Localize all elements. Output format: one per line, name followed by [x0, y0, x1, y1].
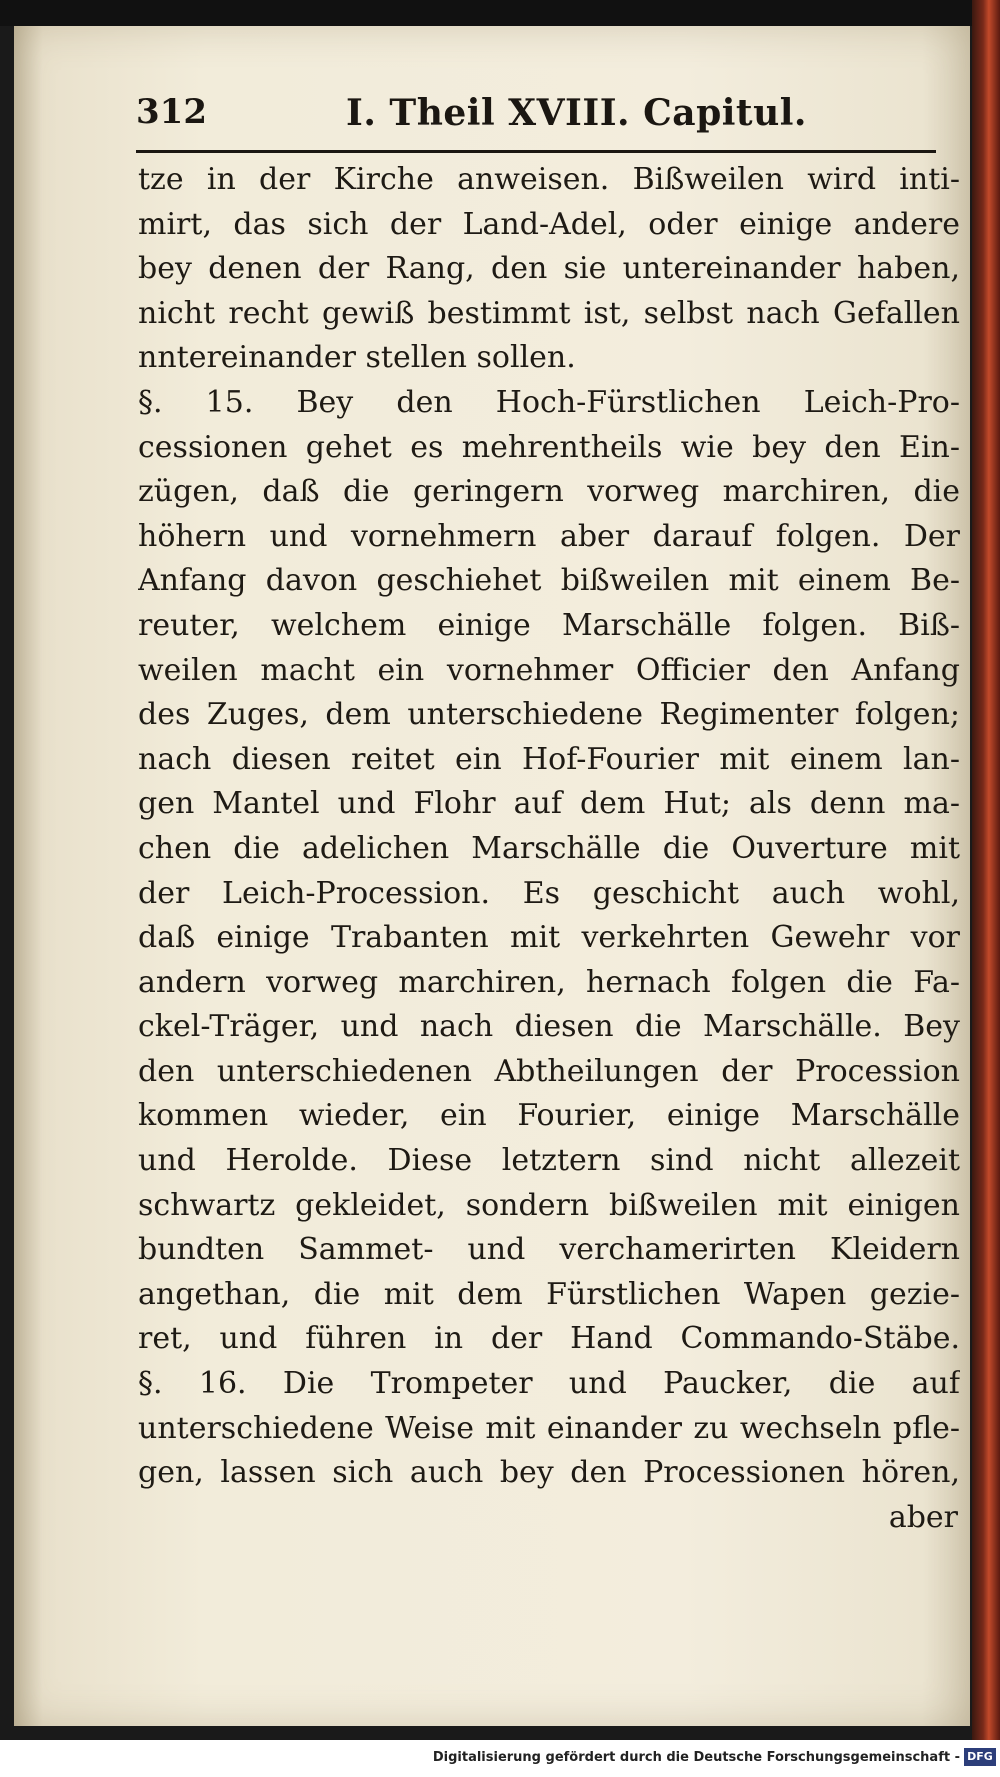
text-line: gen Mantel und Flohr auf dem Hut; als denn ma- — [138, 786, 960, 822]
text-line: des Zuges, dem unterschiedene Regimenter folgen; — [138, 697, 960, 733]
text-line: cessionen gehet es mehrentheils wie bey den Ein- — [138, 429, 960, 465]
text-line: daß einige Trabanten mit verkehrten Gewehr vor — [138, 920, 960, 956]
text-line: §. 16. Die Trompeter und Paucker, die auf — [138, 1366, 960, 1402]
text-line: zügen, daß die geringern vorweg marchiren, die — [138, 474, 960, 510]
body-text — [138, 158, 960, 1540]
text-line: ret, und führen in der Hand Commando-Stäbe. — [138, 1321, 960, 1357]
text-line: nicht recht gewiß bestimmt ist, selbst nach Gefallen — [138, 295, 960, 331]
text-line: höhern und vornehmern aber darauf folgen. Der — [138, 518, 960, 554]
text-line: bundten Sammet- und verchamerirten Kleidern — [138, 1232, 960, 1268]
page-number: 312 — [136, 92, 207, 132]
text-line: nntereinander stellen sollen. — [138, 340, 576, 376]
text-line: andern vorweg marchiren, hernach folgen die Fa- — [138, 964, 960, 1000]
text-line: und Herolde. Diese letztern sind nicht allezeit — [138, 1143, 960, 1179]
text-line: mirt, das sich der Land-Adel, oder einige andere — [138, 206, 960, 242]
catchword-row — [138, 1496, 960, 1541]
text-line: schwartz gekleidet, sondern bißweilen mit einigen — [138, 1187, 960, 1223]
book-edge — [972, 0, 1000, 1740]
text-line: der Leich-Procession. Es geschicht auch wohl, — [138, 875, 960, 911]
text-line: weilen macht ein vornehmer Officier den Anfang — [138, 652, 960, 688]
header-rule — [136, 150, 936, 153]
text-line: angethan, die mit dem Fürstlichen Wapen gezie- — [138, 1276, 960, 1312]
text-line: Anfang davon geschiehet bißweilen mit einem Be- — [138, 563, 960, 599]
text-line: tze in der Kirche anweisen. Bißweilen wird inti- — [138, 162, 960, 197]
text-line: chen die adelichen Marschälle die Ouverture mit — [138, 830, 960, 866]
funding-note: Digitalisierung gefördert durch die Deutsche Forschungsgemeinschaft - — [432, 1750, 960, 1765]
text-line: bey denen der Rang, den sie untereinander haben, — [138, 251, 960, 287]
text-line: den unterschiedenen Abtheilungen der Procession — [138, 1053, 960, 1089]
text-line: ckel-Träger, und nach diesen die Marschälle. Bey — [138, 1009, 960, 1045]
scan-top-border — [0, 0, 1000, 26]
running-title: I. Theil XVIII. Capitul. — [346, 92, 807, 134]
text-line: §. 15. Bey den Hoch-Fürstlichen Leich-Pro- — [138, 384, 960, 420]
text-line: reuter, welchem einige Marschälle folgen. Biß- — [138, 607, 960, 643]
dfg-logo: DFG — [964, 1748, 996, 1766]
text-line: unterschiedene Weise mit einander zu wechseln pfle- — [138, 1410, 960, 1446]
text-line: nach diesen reitet ein Hof-Fourier mit einem lan- — [138, 741, 960, 777]
text-line: kommen wieder, ein Fourier, einige Marschälle — [138, 1098, 960, 1134]
catchword: aber — [888, 1499, 958, 1535]
text-line: gen, lassen sich auch bey den Processionen hören, — [138, 1455, 960, 1491]
page-header — [136, 92, 936, 150]
